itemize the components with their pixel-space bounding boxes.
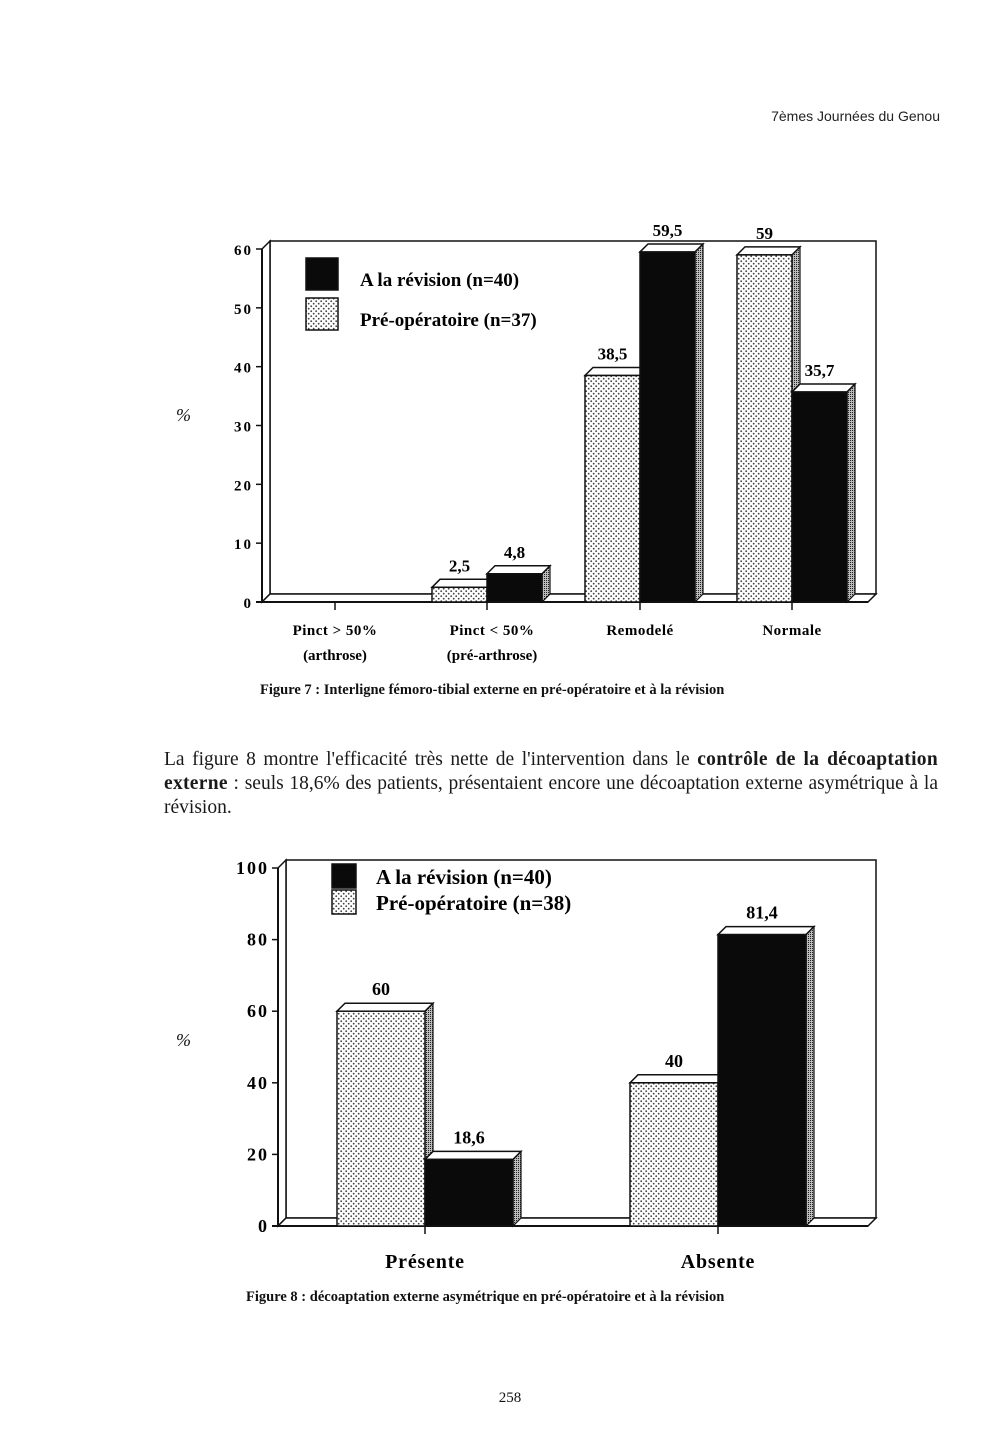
x-category-label: Absente — [680, 1251, 756, 1273]
legend-swatch-revision — [332, 864, 356, 888]
bar-revision-side — [513, 1151, 521, 1226]
bar-revision-side — [695, 244, 703, 602]
x-category-label: Remodelé — [606, 623, 674, 639]
bar-revision-top — [718, 927, 814, 935]
x-category-label: Pinct < 50% — [449, 623, 535, 639]
legend-label: A la révision (n=40) — [360, 270, 520, 291]
bar-preop-top — [432, 579, 495, 587]
bar-preop — [432, 587, 487, 602]
chart1-y-axis-label: % — [176, 405, 191, 425]
figure-7-caption: Figure 7 : Interligne fémoro-tibial externe en pré-opératoire et à la révision — [260, 682, 725, 698]
bar-preop — [737, 255, 792, 602]
bar-revision-top — [487, 566, 550, 574]
y-tick-label: 20 — [247, 1144, 269, 1165]
y-tick-label: 40 — [234, 360, 253, 377]
x-category-label: Normale — [762, 623, 822, 639]
bar-revision-top — [640, 244, 703, 252]
bar-preop-top — [630, 1075, 726, 1083]
bar-value-label: 40 — [665, 1050, 683, 1071]
bar-value-label: 59,5 — [652, 220, 683, 240]
y-tick-label: 30 — [234, 419, 253, 436]
bar-preop — [585, 375, 640, 602]
y-tick-label: 60 — [234, 243, 253, 259]
legend-label: Pré-opératoire (n=37) — [360, 310, 537, 331]
y-tick-label: 10 — [234, 537, 253, 554]
bar-value-label: 35,7 — [804, 360, 835, 380]
x-category-label: Pinct > 50% — [292, 623, 378, 639]
paragraph-text-1: La figure 8 montre l'efficacité très nette de l'intervention dans le — [164, 749, 698, 770]
bar-value-label: 38,5 — [597, 344, 628, 364]
bar-revision-side — [806, 927, 814, 1226]
running-header: 7èmes Journées du Genou — [771, 108, 940, 124]
y-tick-label: 60 — [247, 1001, 269, 1022]
bar-preop-top — [337, 1003, 433, 1011]
bar-preop — [630, 1083, 718, 1226]
bar-preop-top — [737, 247, 800, 255]
figure-8-caption: Figure 8 : décoaptation externe asymétrique en pré-opératoire et à la révision — [246, 1289, 725, 1305]
x-category-label: Présente — [385, 1251, 465, 1273]
bar-value-label: 2,5 — [448, 556, 471, 576]
body-paragraph — [164, 748, 938, 820]
y-tick-label: 20 — [234, 478, 253, 495]
bar-preop — [337, 1011, 425, 1226]
page-number: 258 — [498, 1390, 522, 1406]
y-tick-label: 40 — [247, 1072, 269, 1093]
bar-revision — [792, 392, 847, 602]
x-category-sublabel: (pré-arthrose) — [446, 648, 538, 664]
bar-value-label: 18,6 — [453, 1127, 485, 1148]
figure-8-chart — [0, 840, 987, 1340]
y-tick-label: 0 — [243, 596, 253, 612]
bar-preop-top — [585, 367, 648, 375]
plot-left-wall — [262, 241, 270, 602]
bar-revision — [718, 935, 806, 1226]
plot-left-wall — [278, 860, 286, 1226]
bar-revision — [425, 1159, 513, 1226]
figure-7-chart — [0, 0, 987, 700]
legend-swatch-preop — [306, 298, 338, 330]
bar-revision — [487, 574, 542, 602]
chart2-y-axis-label: % — [176, 1030, 191, 1050]
bar-value-label: 4,8 — [503, 542, 526, 562]
x-category-sublabel: (arthrose) — [303, 648, 367, 664]
bar-revision — [640, 252, 695, 602]
paragraph-bold-text: contrôle de la décoaptation externe — [164, 749, 938, 794]
bar-value-label: 81,4 — [746, 902, 778, 923]
legend-label: A la révision (n=40) — [376, 865, 552, 889]
bar-value-label: 59 — [756, 223, 773, 243]
paragraph-text-2: : seuls 18,6% des patients, présentaient encore une décoaptation externe asymétrique à la révision. — [164, 773, 938, 818]
legend-label: Pré-opératoire (n=38) — [376, 891, 572, 915]
legend-swatch-revision — [306, 258, 338, 290]
y-tick-label: 100 — [236, 858, 269, 878]
y-tick-label: 50 — [234, 301, 253, 318]
legend-swatch-preop — [332, 890, 356, 914]
y-tick-label: 0 — [258, 1216, 269, 1236]
bar-value-label: 60 — [372, 979, 390, 1000]
y-tick-label: 80 — [247, 929, 269, 950]
bar-revision-top — [792, 384, 855, 392]
bar-revision-side — [847, 384, 855, 602]
bar-revision-top — [425, 1151, 521, 1159]
